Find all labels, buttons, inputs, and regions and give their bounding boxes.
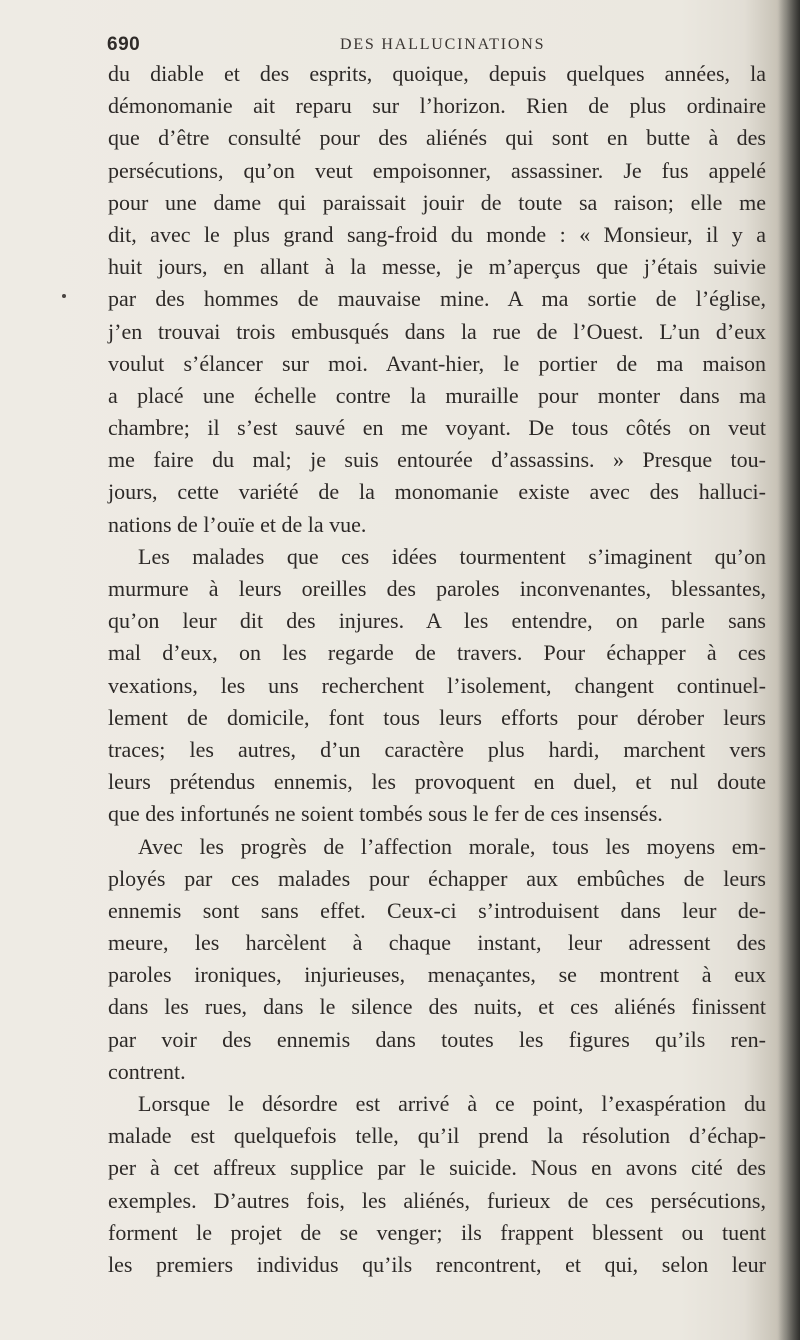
text-line: pour une dame qui paraissait jouir de toute sa raison; elle me [108,189,766,215]
text-line: paroles ironiques, injurieuses, menaçantes, se montrent à eux [108,962,766,988]
body-text [108,58,766,1281]
text-line: que d’être consulté pour des aliénés qui sont en butte à des [108,125,766,151]
page-binding-shadow [778,0,800,1340]
margin-dot-mark [62,294,66,298]
text-line: me faire du mal; je suis entourée d’assassins. » Presque tou- [108,447,766,473]
text-line: j’en trouvai trois embusqués dans la rue de l’Ouest. L’un d’eux [108,318,766,344]
text-line: qu’on leur dit des injures. A les entendre, on parle sans [108,608,766,634]
text-line: par des hommes de mauvaise mine. A ma sortie de l’église, [108,286,766,312]
text-line: meure, les harcèlent à chaque instant, leur adressent des [108,930,766,956]
text-line: par voir des ennemis dans toutes les figures qu’ils ren- [108,1026,766,1052]
text-line: contrent. [108,1058,186,1084]
text-line: Avec les progrès de l’affection morale, tous les moyens em- [138,833,766,859]
text-line: persécutions, qu’on veut empoisonner, assassiner. Je fus appelé [108,157,766,183]
text-line: du diable et des esprits, quoique, depuis quelques années, la [108,61,766,86]
text-line: malade est quelquefois telle, qu’il prend la résolution d’échap- [108,1123,766,1149]
text-line: traces; les autres, d’un caractère plus hardi, marchent vers [108,736,766,762]
text-line: nations de l’ouïe et de la vue. [108,511,367,537]
text-line: démonomanie ait reparu sur l’horizon. Rien de plus ordinaire [108,93,766,119]
text-line: murmure à leurs oreilles des paroles inconvenantes, blessantes, [108,576,766,601]
text-line: lement de domicile, font tous leurs efforts pour dérober leurs [108,704,766,730]
text-line: forment le projet de se venger; ils frappent blessent ou tuent [108,1219,766,1245]
text-line: huit jours, en allant à la messe, je m’aperçus que j’étais suivie [108,254,766,280]
text-line: exemples. D’autres fois, les aliénés, furieux de ces persécutions, [108,1187,766,1213]
text-line: chambre; il s’est sauvé en me voyant. De tous côtés on veut [108,415,766,441]
text-line: dans les rues, dans le silence des nuits, et ces aliénés finissent [108,994,766,1020]
text-line: jours, cette variété de la monomanie existe avec des halluci- [108,479,766,505]
page-number: 690 [107,34,141,55]
text-line: que des infortunés ne soient tombés sous le fer de ces insensés. [108,801,663,827]
text-line: a placé une échelle contre la muraille pour monter dans ma [108,382,766,408]
text-line: voulut s’élancer sur moi. Avant-hier, le portier de ma maison [108,350,766,376]
text-line: Lorsque le désordre est arrivé à ce point, l’exaspération du [138,1091,766,1116]
text-line: vexations, les uns recherchent l’isolement, changent continuel- [108,672,766,698]
text-line: mal d’eux, on les regarde de travers. Pour échapper à ces [108,640,766,666]
text-line: ennemis sont sans effet. Ceux-ci s’introduisent dans leur de- [108,897,766,923]
text-line: leurs prétendus ennemis, les provoquent en duel, et nul doute [108,769,766,795]
text-line: les premiers individus qu’ils rencontrent, et qui, selon leur [108,1251,766,1277]
text-line: ployés par ces malades pour échapper aux embûches de leurs [108,865,766,891]
text-line: Les malades que ces idées tourmentent s’imaginent qu’on [138,543,766,569]
running-title: DES HALLUCINATIONS [340,36,546,53]
text-line: per à cet affreux supplice par le suicide. Nous en avons cité des [108,1155,766,1181]
text-line: dit, avec le plus grand sang-froid du monde : « Monsieur, il y a [108,221,766,247]
